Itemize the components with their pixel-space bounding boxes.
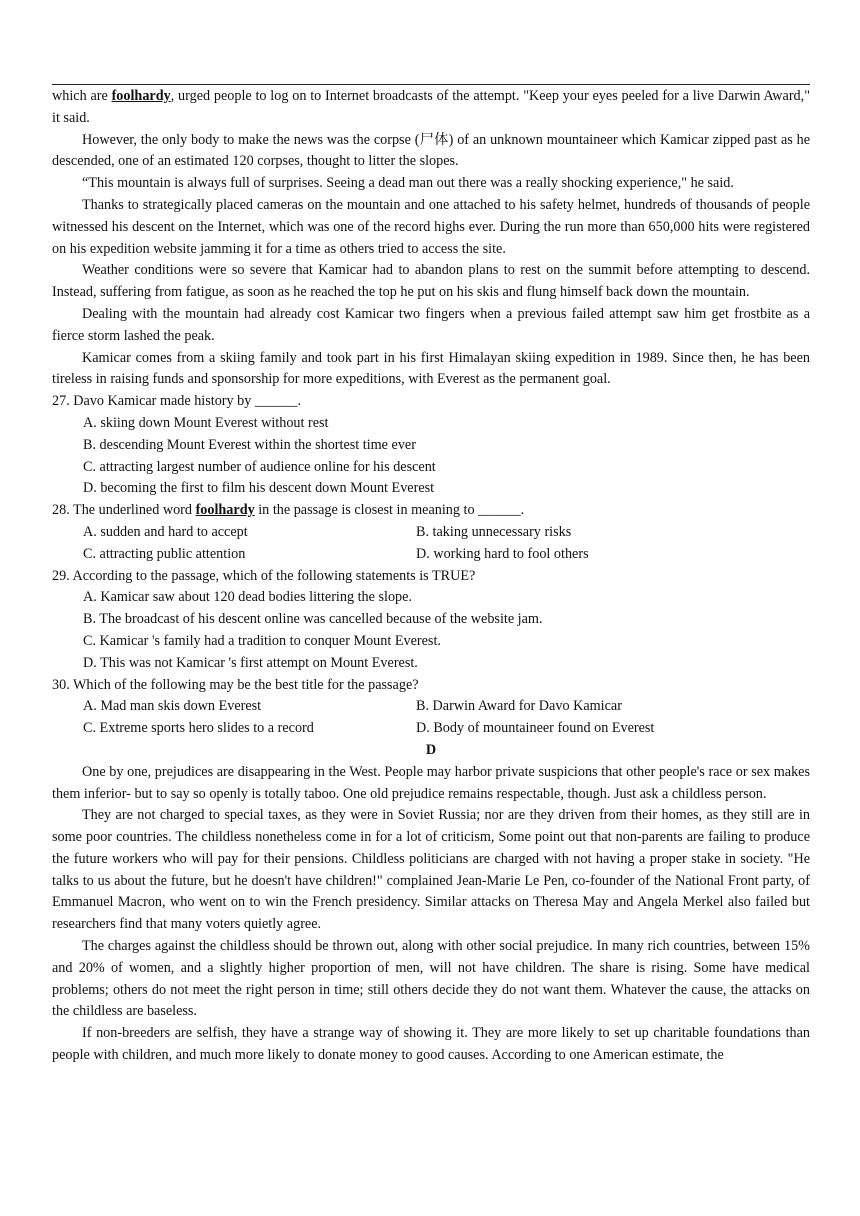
question-29-option-c: C. Kamicar 's family had a tradition to conquer Mount Everest. [83, 632, 441, 649]
text-run: 28. The underlined word [52, 502, 196, 519]
question-29-option-a: A. Kamicar saw about 120 dead bodies littering the slope. [83, 589, 412, 606]
question-30-option-b: B. Darwin Award for Davo Kamicar [416, 698, 622, 715]
underlined-word: foolhardy [195, 502, 255, 519]
passage-c-paragraph [52, 86, 810, 130]
question-28-options-row [83, 522, 810, 544]
question-28-option-b: B. taking unnecessary risks [416, 523, 572, 540]
passage-c-paragraph: Weather conditions were so severe that Kamicar had to abandon plans to rest on the summit before attempting to descend. Instead, suffering from fatigue, as soon as he reached the top he put on his skis and flung himself back down the mountain. [52, 262, 810, 301]
passage-c-paragraph: Thanks to strategically placed cameras on the mountain and one attached to his safety helmet, hundreds of thousands of people witnessed his descent on the Internet, which was one of the record highs ever. During the run more than 650,000 hits were registered on his expedition website jamming it for a time as others tried to access the site. [52, 196, 810, 257]
question-30-option-c: C. Extreme sports hero slides to a record [83, 720, 314, 737]
passage-c-paragraph: “This mountain is always full of surprises. Seeing a dead man out there was a really shocking experience," he said. [82, 175, 734, 192]
question-27-stem: 27. Davo Kamicar made history by ______. [52, 393, 302, 410]
passage-c-paragraph: However, the only body to make the news was the corpse (尸体) of an unknown mountaineer which Kamicar zipped past as he descended, one of an estimated 120 corpses, thought to litter the slopes. [52, 131, 810, 170]
question-27-option-a: A. skiing down Mount Everest without rest [83, 414, 329, 431]
text-run: , urged people to log on to Internet broadcasts of the attempt. "Keep your eyes peeled for a live Darwin Award," it said. [52, 88, 810, 126]
question-28-stem [52, 500, 810, 522]
question-30-stem: 30. Which of the following may be the best title for the passage? [52, 676, 419, 693]
underlined-word: foolhardy [111, 88, 171, 104]
question-30-options-row [83, 696, 810, 718]
question-27-option-d: D. becoming the first to film his descent down Mount Everest [83, 480, 435, 497]
question-27-option-c: C. attracting largest number of audience online for his descent [83, 458, 436, 475]
question-29-option-d: D. This was not Kamicar 's first attempt on Mount Everest. [83, 654, 418, 671]
text-run: which are [52, 88, 112, 104]
passage-c-paragraph: Dealing with the mountain had already cost Kamicar two fingers when a previous failed attempt saw him get frostbite as a fierce storm lashed the peak. [52, 305, 810, 344]
question-30-option-a: A. Mad man skis down Everest [83, 698, 262, 715]
question-28-options-row [83, 544, 810, 566]
question-27-option-b: B. descending Mount Everest within the shortest time ever [83, 436, 416, 453]
question-30-option-d: D. Body of mountaineer found on Everest [416, 720, 655, 737]
section-heading: D [425, 741, 437, 758]
passage-d-paragraph: One by one, prejudices are disappearing in the West. People may harbor private suspicions that other people's race or sex makes them inferior- but to say so openly is totally taboo. One old prejudice remains respectable, though. Just ask a childless person. [52, 763, 810, 802]
question-28-option-d: D. working hard to fool others [416, 545, 589, 562]
question-29-option-b: B. The broadcast of his descent online was cancelled because of the website jam. [83, 611, 543, 628]
passage-c-paragraph: Kamicar comes from a skiing family and took part in his first Himalayan skiing expedition in 1989. Since then, he has been tireless in raising funds and sponsorship for more expeditions, with Everest as the permanent goal. [52, 349, 810, 388]
passage-d-paragraph: If non-breeders are selfish, they have a strange way of showing it. They are more likely to set up charitable foundations than people with children, and much more likely to donate money to good causes. According to one American estimate, the [52, 1025, 810, 1064]
question-30-options-row [83, 718, 810, 740]
passage-d-paragraph: The charges against the childless should be thrown out, along with other social prejudice. In many rich countries, between 15% and 20% of women, and a slightly higher proportion of men, will not have children. The share is rising. Some have medical problems; others do not meet the right person in time; still others decide they do not want them. Whatever the cause, the attacks on the childless are baseless. [52, 938, 810, 1020]
passage-d-paragraph: They are not charged to special taxes, as they were in Soviet Russia; nor are they driven from their homes, as they still are in some poor countries. The childless nonetheless come in for a lot of criticism, Some point out that non-parents are failing to produce the future workers who will pay for their pensions. Childless politicians are charged with not having a proper stake in society. "He talks to us about the future, but he doesn't have children!" complained Jean-Marie Le Pen, co-founder of the National Front party, of Emmanuel Macron, who went on to win the French presidency. Similar attacks on Theresa May and Angela Merkel also failed but researchers find that many voters quietly agree. [52, 807, 810, 933]
question-28-option-a: A. sudden and hard to accept [83, 523, 248, 540]
question-28-option-c: C. attracting public attention [83, 545, 246, 562]
page-content [52, 86, 810, 1067]
text-run: in the passage is closest in meaning to ______. [254, 502, 525, 519]
question-29-stem: 29. According to the passage, which of the following statements is TRUE? [52, 567, 476, 584]
header-rule [52, 84, 810, 85]
